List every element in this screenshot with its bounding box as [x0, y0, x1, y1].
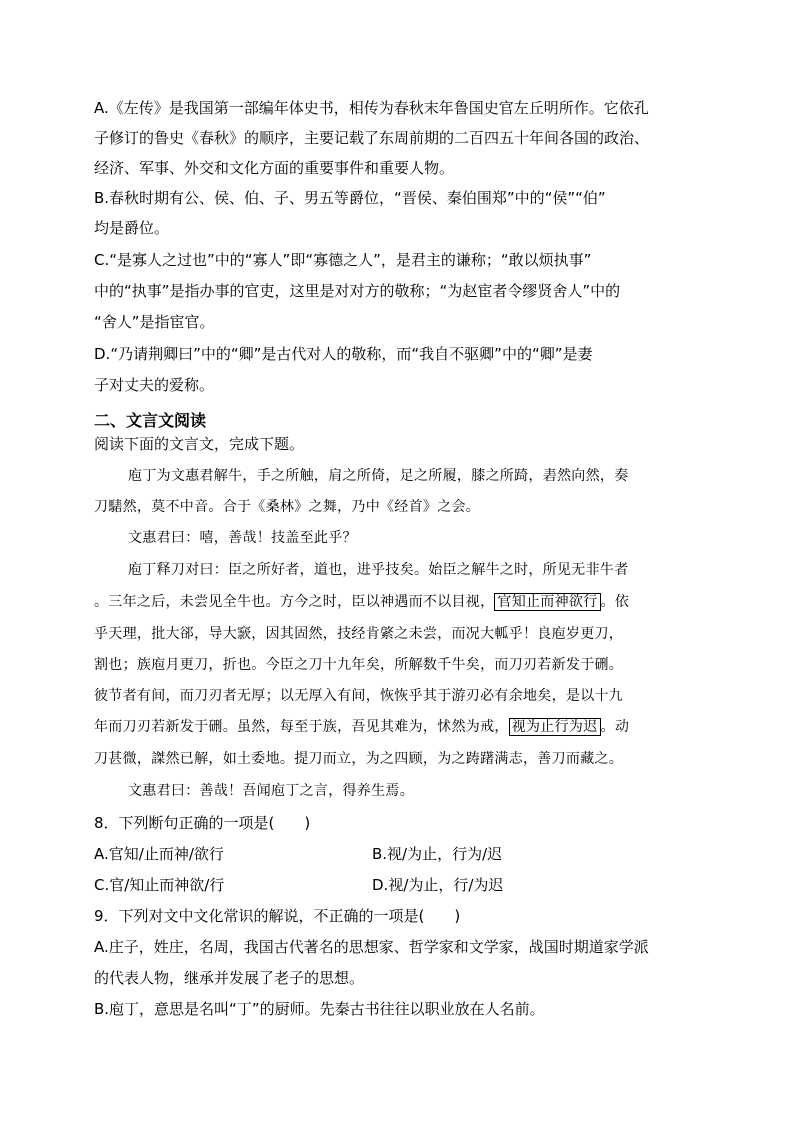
passage-p3-line-5: 彼节者有间，而刀刃者无厚；以无厚入有间，恢恢乎其于游刃必有余地矣，是以十九 [94, 688, 624, 704]
option-c-line-1: C.“是寡人之过也”中的“寡人”即“寡德之人”，是君主的谦称；“敢以烦执事” [94, 251, 592, 269]
passage-p3-line-6-text-a: 年而刀刃若新发于硎。虽然，每至于族，吾见其难为，怵然为戒， [94, 719, 509, 735]
option-b-line-1: B.春秋时期有公、侯、伯、子、男五等爵位，“晋侯、秦伯围郑”中的“侯”“伯” [94, 189, 606, 207]
passage-p3-line-2 [94, 592, 629, 612]
boxed-phrase-1: 官知止而神欲行 [494, 593, 600, 611]
q8-stem: 8．下列断句正确的一项是( ) [94, 814, 311, 832]
option-c-line-3: “舍人”是指宦官。 [94, 313, 215, 331]
option-a-line-1: A.《左传》是我国第一部编年体史书，相传为春秋末年鲁国史官左丘明所作。它依孔 [94, 99, 649, 117]
q9-stem: 9．下列对文中文化常识的解说，不正确的一项是( ) [94, 907, 461, 925]
passage-p3-line-6-text-b: 。动 [600, 719, 630, 735]
passage-p3-line-1: 庖丁释刀对曰：臣之所好者，道也，进乎技矣。始臣之解牛之时，所见无非牛者 [128, 562, 629, 578]
q8-option-c: C.官/知止而神欲/行 [94, 876, 225, 894]
q8-option-b: B.视/为止，行为/迟 [372, 845, 503, 863]
option-d-line-1: D.“乃请荆卿曰”中的“卿”是古代对人的敬称，而“我自不驱卿”中的“卿”是妻 [94, 345, 593, 363]
q8-option-d: D.视/为止，行/为迟 [372, 876, 504, 894]
option-a-line-2: 子修订的鲁史《春秋》的顺序，主要记载了东周前期的二百四五十年间各国的政治、 [94, 129, 650, 147]
section-instruction: 阅读下面的文言文，完成下题。 [94, 435, 305, 453]
boxed-phrase-2: 视为止行为迟 [509, 718, 601, 736]
passage-p3-line-2-text-a: 。三年之后，未尝见全牛也。方今之时，臣以神遇而不以目视， [94, 594, 495, 610]
q9-option-a-line-2: 的代表人物，继承并发展了老子的思想。 [94, 969, 365, 987]
passage-p3-line-2-text-b: 。依 [600, 594, 630, 610]
passage-p3-line-6 [94, 717, 629, 737]
passage-p2-line-1: 文惠君曰：嘻，善哉！技盖至此乎？ [128, 530, 357, 546]
passage-p4-line-1: 文惠君曰：善哉！吾闻庖丁之言，得养生焉。 [128, 783, 414, 799]
passage-p1-line-2: 刀騞然，莫不中音。合于《桑林》之舞，乃中《经首》之会。 [94, 499, 481, 515]
passage-p1-line-1: 庖丁为文惠君解牛，手之所触，肩之所倚，足之所履，膝之所踦，砉然向然，奏 [128, 468, 629, 484]
section-heading: 二、文言文阅读 [94, 411, 207, 430]
passage-p3-line-7: 刀甚微，謋然已解，如土委地。提刀而立，为之四顾，为之踌躇满志，善刀而藏之。 [94, 751, 624, 767]
option-c-line-2: 中的“执事”是指办事的官吏，这里是对对方的敬称；“为赵宦者令缪贤舍人”中的 [94, 282, 621, 300]
passage-p3-line-3: 乎天理，批大郤，导大窾，因其固然，技经肯綮之未尝，而况大軱乎！良庖岁更刀， [94, 626, 624, 642]
q9-option-b-line-1: B.庖丁，意思是名叫“丁”的厨师。先秦古书往往以职业放在人名前。 [94, 1000, 545, 1018]
option-d-line-2: 子对丈夫的爱称。 [94, 376, 215, 394]
option-a-line-3: 经济、军事、外交和文化方面的重要事件和重要人物。 [94, 159, 455, 177]
q8-options-row-1 [94, 844, 224, 864]
q8-option-a: A.官知/止而神/欲行 [94, 845, 224, 863]
q9-option-a-line-1: A.庄子，姓庄，名周，我国古代著名的思想家、哲学家和文学家，战国时期道家学派 [94, 938, 649, 956]
passage-p3-line-4: 割也；族庖月更刀，折也。今臣之刀十九年矣，所解数千牛矣，而刀刃若新发于硎。 [94, 657, 624, 673]
option-b-line-2: 均是爵位。 [94, 219, 170, 237]
